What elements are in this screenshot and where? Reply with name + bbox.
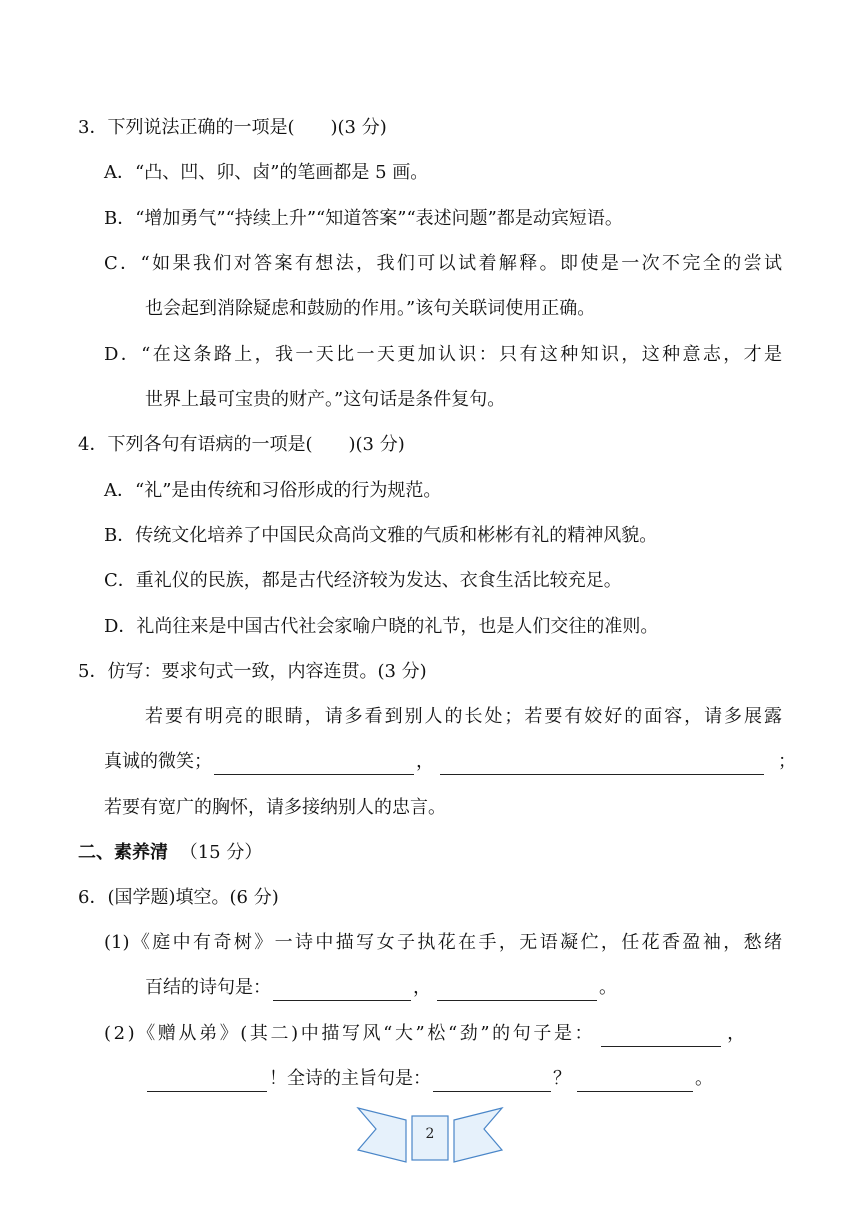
q6-sub1-answer-row [145, 975, 617, 1001]
q4-option-b: B．传统文化培养了中国民众高尚文雅的气质和彬彬有礼的精神风貌。 [104, 525, 658, 546]
q3-option-b: B．“增加勇气”“持续上升”“知道答案”“表述问题”都是动宾短语。 [104, 208, 623, 229]
q5-blank-2[interactable] [440, 756, 764, 775]
q5-answer-row [104, 749, 796, 775]
q5-blank-1[interactable] [214, 756, 414, 775]
q4-option-c: C．重礼仪的民族，都是古代经济较为发达、衣食生活比较充足。 [104, 570, 622, 591]
q6-sub2-mid: ！全诗的主旨句是： [269, 1068, 431, 1089]
q6-sub2-blank-2[interactable] [147, 1073, 267, 1092]
q6-sub2-end: 。 [695, 1068, 713, 1089]
section-2-title: 二、素养清 [78, 842, 168, 863]
page-number: 2 [425, 1126, 435, 1142]
section-2-heading [78, 840, 262, 866]
q6-sub2-blank-4[interactable] [577, 1073, 693, 1092]
q5-prompt-lead: 真诚的微笑； [104, 751, 212, 772]
q5-sep: ， [416, 751, 434, 772]
q6-sub2-line1-end: ， [727, 1023, 746, 1044]
q6-sub1-blank-1[interactable] [273, 982, 411, 1001]
q5-end: ； [778, 751, 796, 772]
q3-stem: 3．下列说法正确的一项是( )(3 分) [78, 117, 387, 138]
q4-option-d: D．礼尚往来是中国古代社会家喻户晓的礼节，也是人们交往的准则。 [104, 616, 659, 637]
q6-sub2-line2 [145, 1066, 713, 1092]
q5-prompt-line1: 若要有明亮的眼睛，请多看到别人的长处；若要有姣好的面容，请多展露 [145, 706, 782, 727]
q6-sub2-blank-3[interactable] [433, 1073, 551, 1092]
q4-stem: 4．下列各句有语病的一项是( )(3 分) [78, 434, 405, 455]
q3-option-d-line1: D．“在这条路上，我一天比一天更加认识：只有这种知识，这种意志，才是 [104, 344, 782, 365]
q3-option-a: A．“凸、凹、卯、卤”的笔画都是 5 画。 [104, 162, 429, 183]
q6-sub1-line1: (1)《庭中有奇树》一诗中描写女子执花在手，无语凝伫，任花香盈袖，愁绪 [104, 932, 782, 953]
q6-sub2-line1 [104, 1021, 745, 1047]
q3-option-c-line1: C．“如果我们对答案有想法，我们可以试着解释。即使是一次不完全的尝试 [104, 253, 782, 274]
q6-sub1-sep: ， [413, 977, 431, 998]
q6-sub2-text: (2)《赠从弟》(其二)中描写风“大”松“劲”的句子是： [104, 1023, 596, 1044]
q5-prompt-line3: 若要有宽广的胸怀，请多接纳别人的忠言。 [104, 797, 446, 818]
q6-sub2-q: ？ [553, 1068, 571, 1089]
q6-sub1-lead: 百结的诗句是： [145, 977, 271, 998]
q3-option-d-line2: 世界上最可宝贵的财产。”这句话是条件复句。 [145, 389, 506, 410]
q6-sub1-blank-2[interactable] [437, 982, 597, 1001]
q6-sub1-end: 。 [599, 977, 617, 998]
section-2-score: （15 分） [179, 842, 263, 863]
q3-option-c-line2: 也会起到消除疑虑和鼓励的作用。”该句关联词使用正确。 [145, 298, 596, 319]
q4-option-a: A．“礼”是由传统和习俗形成的行为规范。 [104, 480, 442, 501]
q5-stem: 5．仿写：要求句式一致，内容连贯。(3 分) [78, 661, 427, 682]
q6-sub2-blank-1[interactable] [601, 1028, 721, 1047]
q6-stem: 6．(国学题)填空。(6 分) [78, 887, 279, 908]
